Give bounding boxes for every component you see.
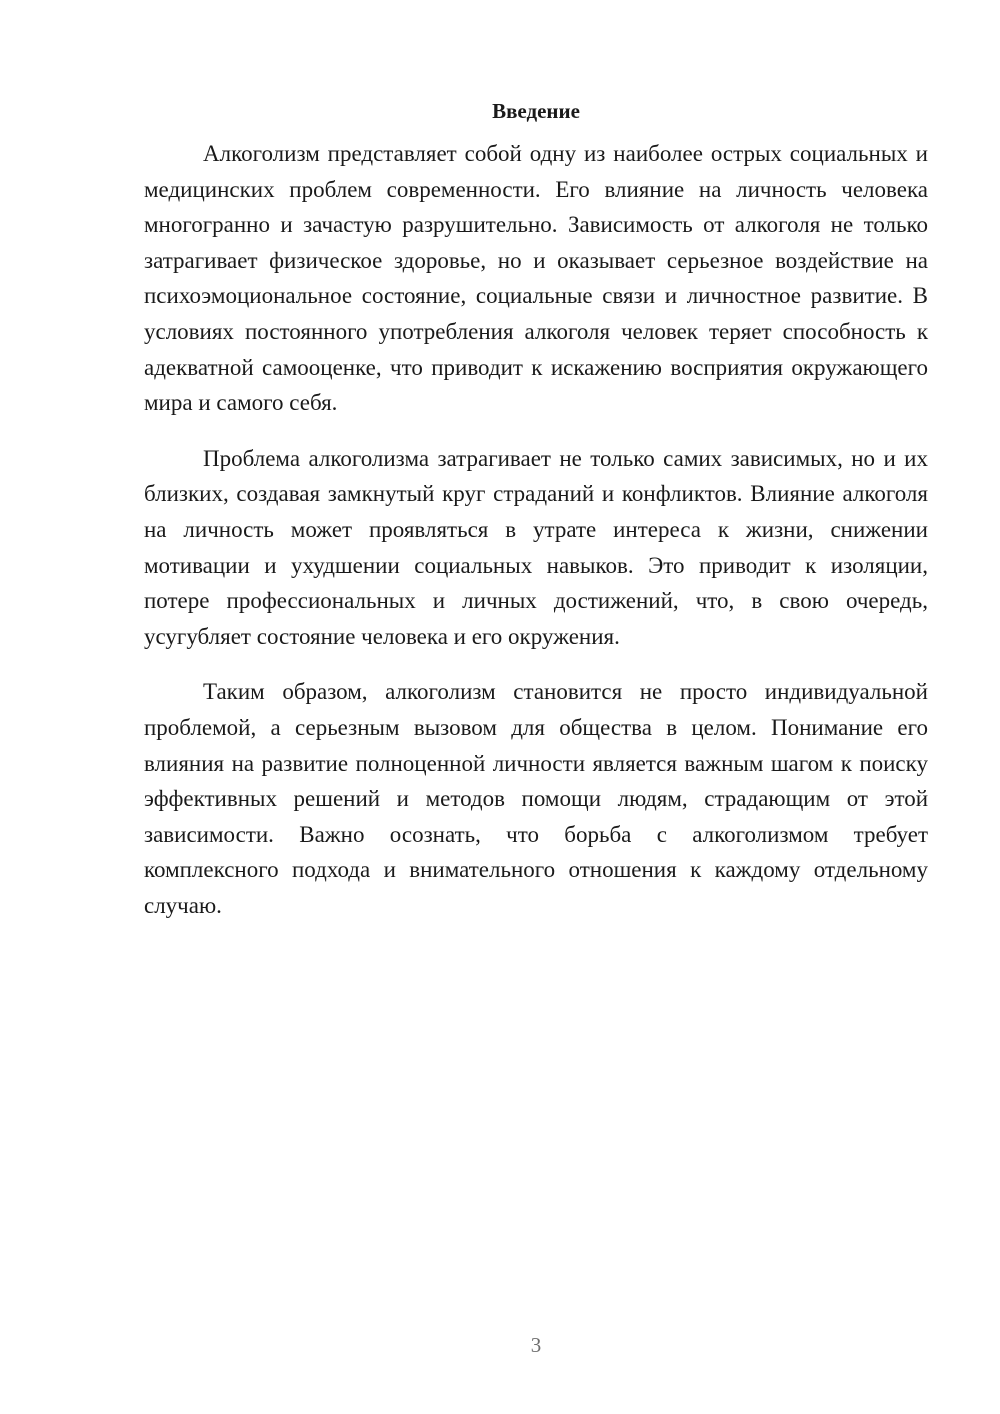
- paragraph-1: Алкоголизм представляет собой одну из наиболее острых социальных и медицинских проблем современности. Его влияние на личность человека многогранно и зачастую разрушительно. Зависимость от алкоголя не только затрагивает физическое здоровье, но и оказывает серьезное воздействие на психоэмоциональное состояние, социальные связи и личностное развитие. В условиях постоянного употребления алкоголя человек теряет способность к адекватной самооценке, что приводит к искажению восприятия окружающего мира и самого себя.: [144, 141, 928, 416]
- paragraph-3: Таким образом, алкоголизм становится не просто индивидуальной проблемой, а серьезным вызовом для общества в целом. Понимание его влияния на развитие полноценной личности является важным шагом к поиску эффективных решений и методов помощи людям, страдающим от этой зависимости. Важно осознать, что борьба с алкоголизмом требует комплексного подхода и внимательного отношения к каждому отдельному случаю.: [144, 679, 928, 918]
- section-title: Введение: [492, 99, 580, 123]
- paragraph-2: Проблема алкоголизма затрагивает не только самих зависимых, но и их близких, создавая замкнутый круг страданий и конфликтов. Влияние алкоголя на личность может проявляться в утрате интереса к жизни, снижении мотивации и ухудшении социальных навыков. Это приводит к изоляции, потере профессиональных и личных достижений, что, в свою очередь, усугубляет состояние человека и его окружения.: [144, 445, 928, 649]
- page-content: [144, 98, 928, 943]
- page-number: 3: [530, 1333, 542, 1357]
